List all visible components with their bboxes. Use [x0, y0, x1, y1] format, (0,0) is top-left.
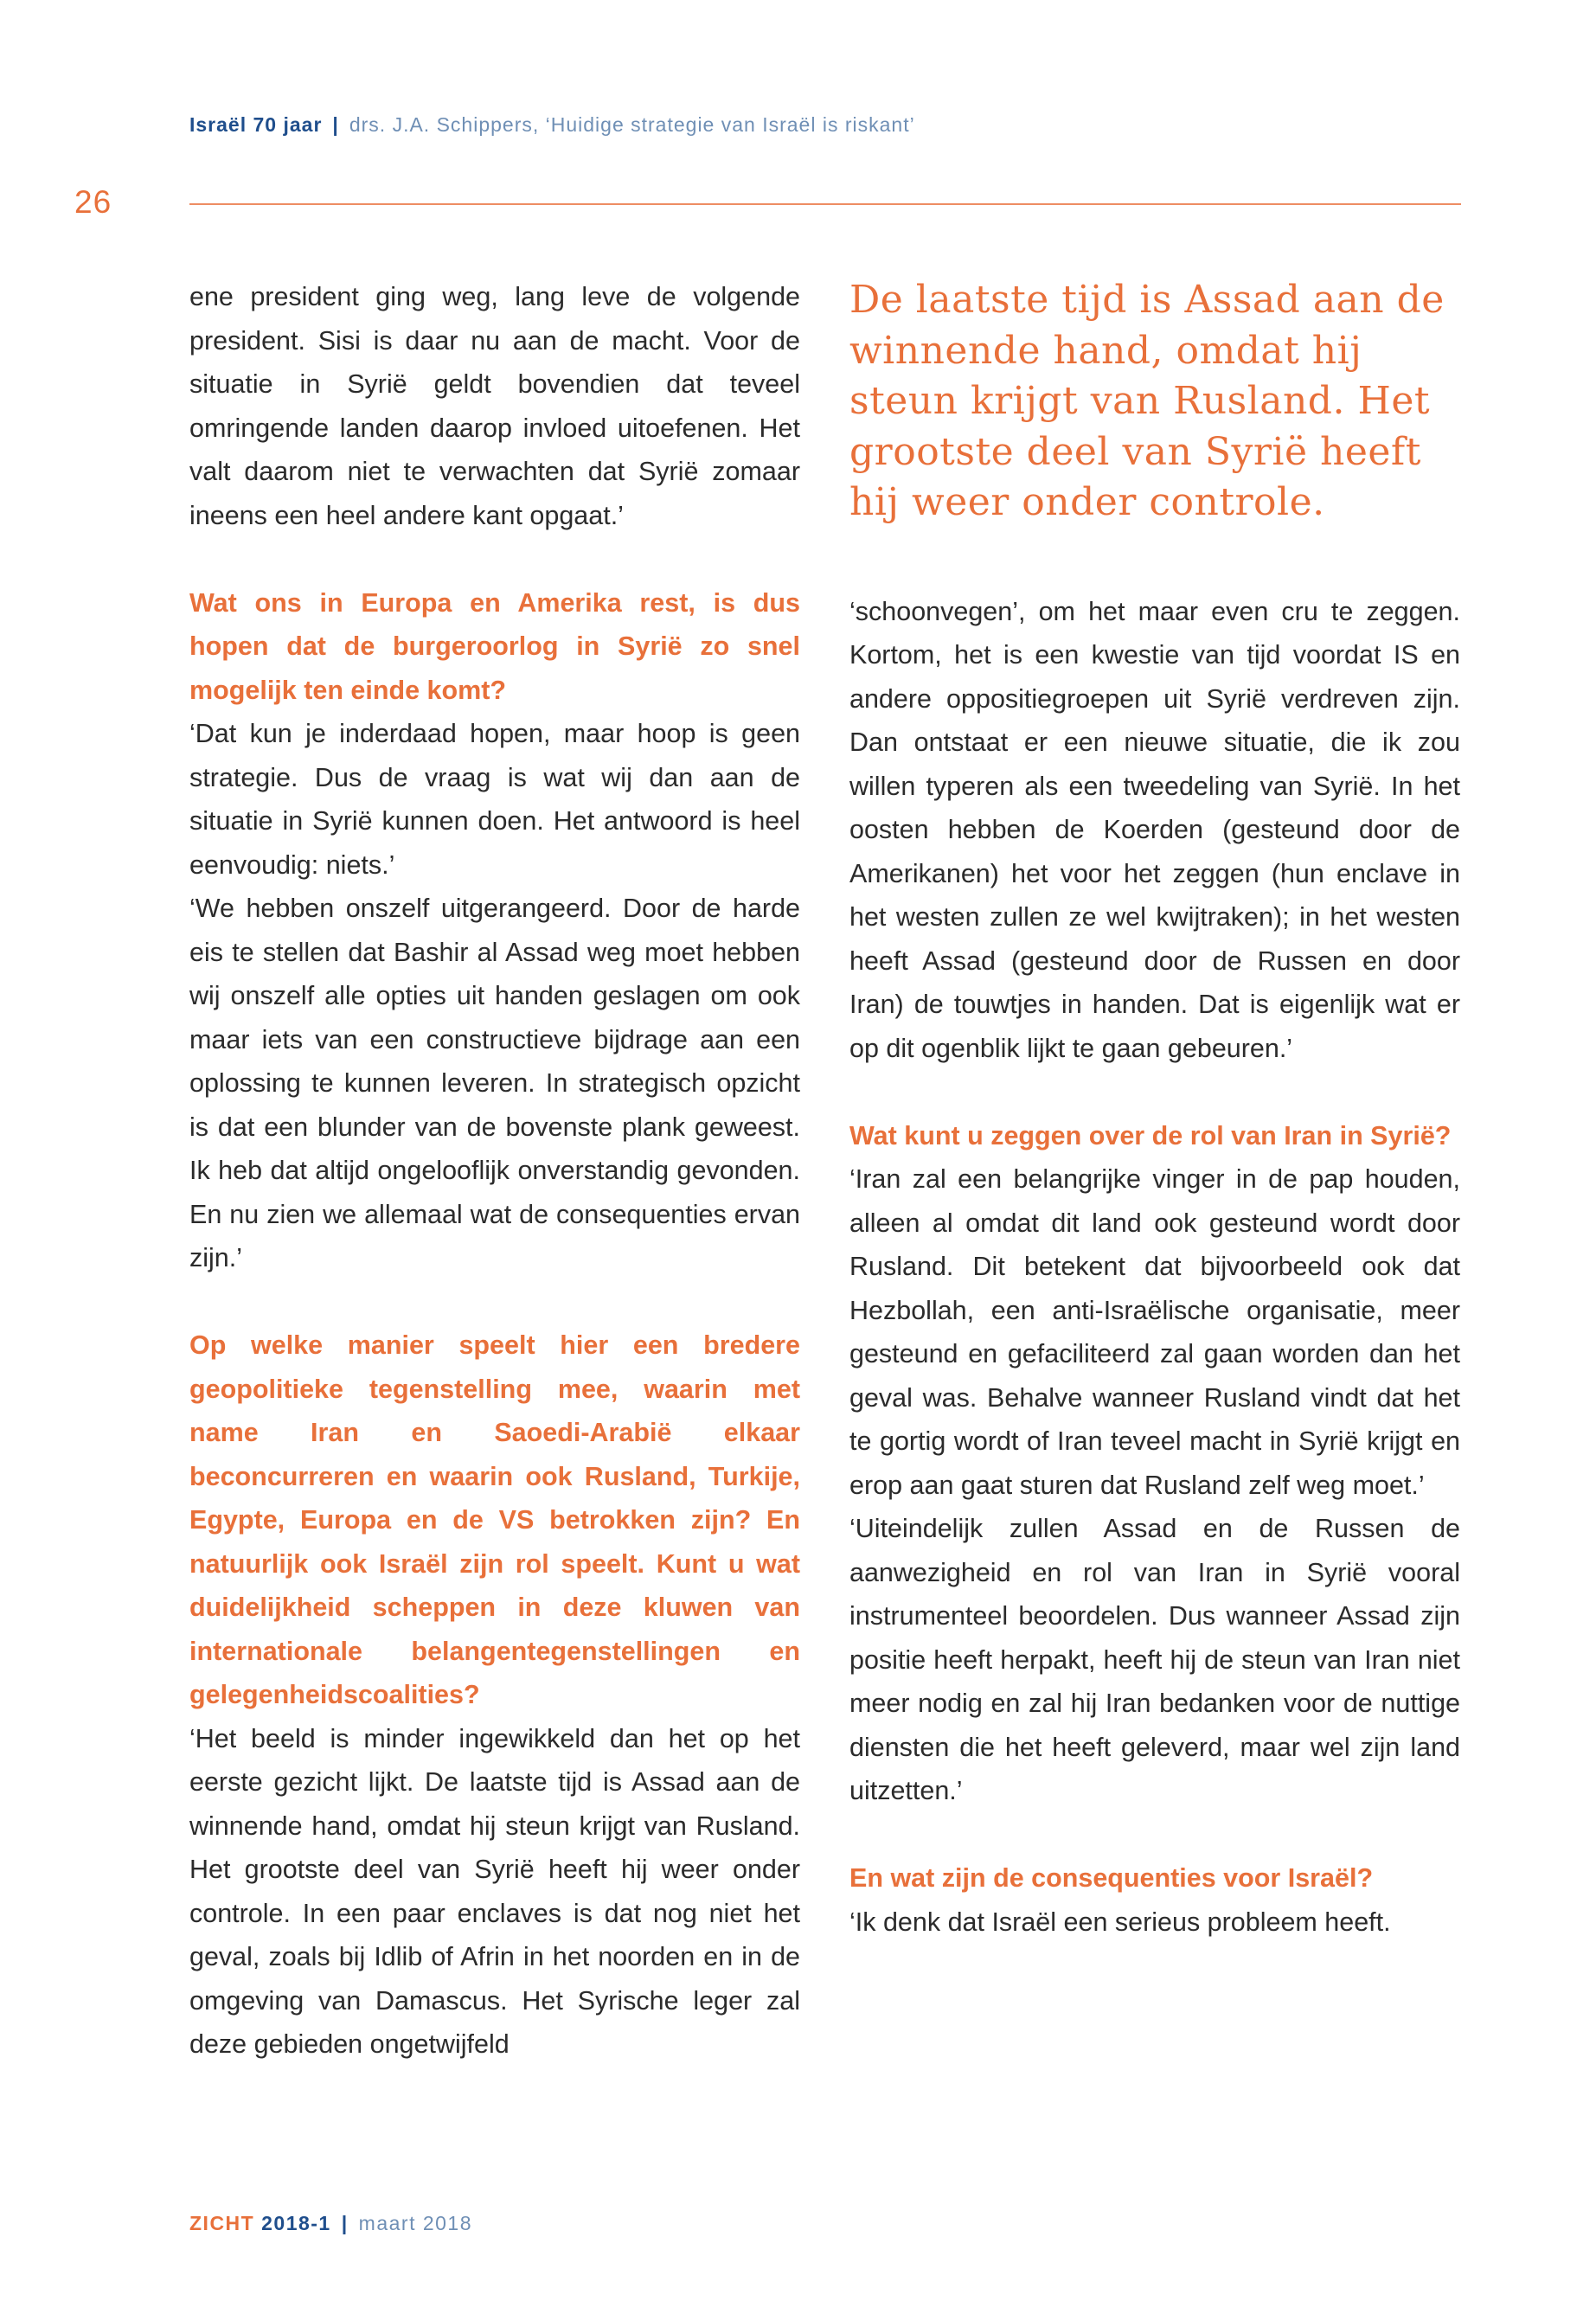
body-paragraph: ene president ging weg, lang leve de volgende president. Sisi is daar nu aan de macht. Voor de situatie in Syrië geldt bovendien dat teveel omringende landen daarop invloed uitoefenen. Het valt daarom niet te verwachten dat Syrië zomaar ineens een heel andere kant opgaat.’	[189, 282, 800, 530]
body-paragraph: ‘schoonvegen’, om het maar even cru te zeggen. Kortom, het is een kwestie van tijd voordat IS en andere oppositiegroepen uit Syrië verdreven zijn. Dan ontstaat er een nieuwe situatie, die ik zou willen typeren als een tweedeling van Syrië. In het oosten hebben de Koerden (gesteund door de Amerikanen) het voor het zeggen (hun enclave in het westen zullen ze wel kwijtraken); in het westen heeft Assad (gesteund door de Russen en door Iran) de touwtjes in handen. Dat is eigenlijk wat er op dit ogenblik lijkt te gaan gebeuren.’	[849, 596, 1460, 1063]
header-series-title: Israël 70 jaar	[189, 113, 323, 136]
footer-issue-number: 2018-1	[261, 2212, 331, 2234]
interview-question: Op welke manier speelt hier een bredere geopolitieke tegenstelling mee, waarin met name Iran en Saoedi-Arabië elkaar beconcurreren en waarin ook Rusland, Turkije, Egypte, Europa en de VS betrokken zijn? En natuurlijk ook Israël zijn rol speelt. Kunt u wat duidelijkheid scheppen in deze kluwen van internationale belangentegenstellingen en gelegenheidscoalities?	[189, 1330, 800, 1709]
interview-question: En wat zijn de consequenties voor Israël?	[849, 1863, 1374, 1893]
interview-question: Wat ons in Europa en Amerika rest, is dus hopen dat de burgeroorlog in Syrië zo snel mogelijk ten einde komt?	[189, 587, 800, 705]
paragraph-spacer	[849, 1070, 1460, 1114]
quote-spacer	[849, 529, 1460, 590]
body-paragraph: ‘Ik denk dat Israël een serieus probleem heeft.	[849, 1907, 1391, 1937]
header-separator: |	[332, 113, 339, 136]
footer-date: maart 2018	[358, 2212, 473, 2234]
header-article-title: drs. J.A. Schippers, ‘Huidige strategie van Israël is riskant’	[349, 113, 915, 136]
paragraph-spacer	[849, 1813, 1460, 1857]
left-column	[189, 275, 800, 2067]
body-paragraph: ‘Iran zal een belangrijke vinger in de pap houden, alleen al omdat dit land ook gesteund wordt door Rusland. Dit betekent dat bijvoorbeeld ook dat Hezbollah, een anti-Israëlische organisatie, meer gesteund en gefaciliteerd zal gaan worden dan het geval was. Behalve wanneer Rusland vindt dat het te gortig wordt of Iran teveel macht in Syrië krijgt en erop aan gaat sturen dat Rusland zelf weg moet.’	[849, 1164, 1460, 1500]
page-number: 26	[74, 184, 112, 220]
right-column	[849, 275, 1460, 1944]
body-paragraph: ‘Dat kun je inderdaad hopen, maar hoop is geen strategie. Dus de vraag is wat wij dan aan de situatie in Syrië kunnen doen. Het antwoord is heel eenvoudig: niets.’	[189, 719, 800, 880]
paragraph-spacer	[189, 537, 800, 581]
body-paragraph: ‘We hebben onszelf uitgerangeerd. Door de harde eis te stellen dat Bashir al Assad weg moet hebben wij onszelf alle opties uit handen geslagen om ook maar iets van een constructieve bijdrage aan een oplossing te kunnen leveren. In strategisch opzicht is dat een blunder van de bovenste plank geweest. Ik heb dat altijd ongelooflijk onverstandig gevonden. En nu zien we allemaal wat de consequenties ervan zijn.’	[189, 894, 800, 1272]
body-paragraph: ‘Uiteindelijk zullen Assad en de Russen de aanwezigheid en rol van Iran in Syrië vooral instrumenteel beoordelen. Dus wanneer Assad zijn positie heeft herpakt, heeft hij de steun van Iran niet meer nodig en zal hij Iran bedanken voor de nuttige diensten die het heeft geleverd, maar wel zijn land uitzetten.’	[849, 1514, 1460, 1805]
body-paragraph: ‘Het beeld is minder ingewikkeld dan het op het eerste gezicht lijkt. De laatste tijd is Assad aan de winnende hand, omdat hij steun krijgt van Rusland. Het grootste deel van Syrië heeft hij weer onder controle. In een paar enclaves is dat nog niet het geval, zoals bij Idlib of Afrin in het noorden en in de omgeving van Damascus. Het Syrische leger zal deze gebieden ongetwijfeld	[189, 1723, 800, 2059]
pull-quote: De laatste tijd is Assad aan de winnende hand, omdat hij steun krijgt van Rusland. Het grootste deel van Syrië heeft hij weer onder controle.	[849, 278, 1445, 524]
running-footer	[189, 2212, 472, 2235]
footer-separator: |	[341, 2212, 349, 2234]
footer-magazine-name: ZICHT	[189, 2212, 255, 2234]
header-divider	[189, 203, 1461, 205]
interview-question: Wat kunt u zeggen over de rol van Iran in Syrië?	[849, 1120, 1452, 1150]
running-header	[189, 113, 1461, 137]
paragraph-spacer	[189, 1280, 800, 1324]
